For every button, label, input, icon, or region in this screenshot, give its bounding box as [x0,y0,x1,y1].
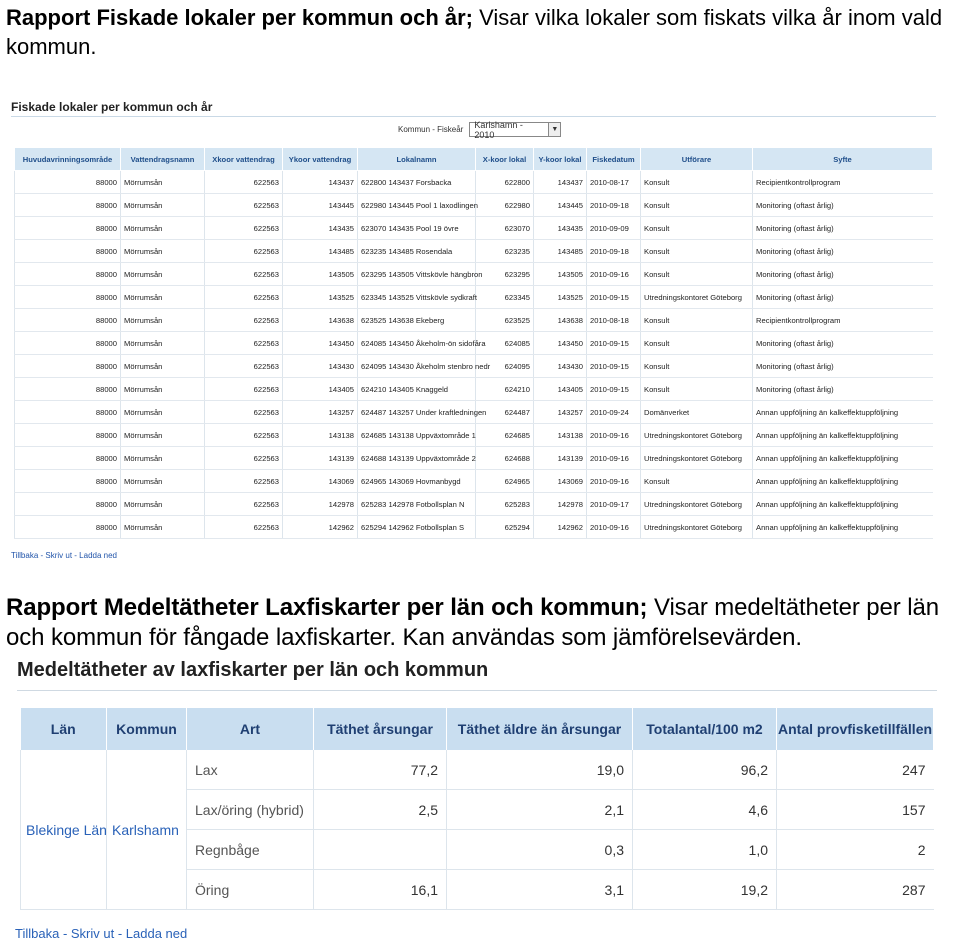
table-cell: Annan uppföljning än kalkeffektuppföljning [753,470,933,493]
table-cell: 2010-09-09 [587,217,641,240]
value-cell [314,830,447,870]
table-cell: Recipientkontrollprogram [753,309,933,332]
table-cell: 623525 [476,309,534,332]
table-cell: 622800 143437 Forsbacka [358,171,476,194]
column-header[interactable]: Syfte [753,148,933,171]
table-cell: Konsult [641,309,753,332]
table-cell: 2010-08-17 [587,171,641,194]
table-row [15,378,933,401]
table-cell: 2010-09-16 [587,470,641,493]
table-row [21,750,934,790]
table-cell: 622563 [205,263,283,286]
table-cell: Mörrumsån [121,401,205,424]
table-cell: Mörrumsån [121,447,205,470]
table-cell: 624965 143069 Hovmanbygd [358,470,476,493]
table-cell: 143437 [283,171,358,194]
table-cell: 143445 [283,194,358,217]
table-row [15,171,933,194]
table-cell: 622563 [205,424,283,447]
table-cell: Annan uppföljning än kalkeffektuppföljning [753,401,933,424]
column-header[interactable]: Huvudavrinningsområde [15,148,121,171]
table-cell: 143138 [283,424,358,447]
table-cell: Mörrumsån [121,332,205,355]
table-cell: 88000 [15,309,121,332]
table-cell: 624688 [476,447,534,470]
table-cell: 88000 [15,401,121,424]
value-cell: 247 [777,750,934,790]
table-cell: 88000 [15,493,121,516]
table-cell: 88000 [15,470,121,493]
table-cell: Utredningskontoret Göteborg [641,424,753,447]
link-skriv-ut[interactable]: Skriv ut [45,551,73,560]
table-cell: Mörrumsån [121,194,205,217]
table-cell: 622563 [205,332,283,355]
table-cell: 143430 [283,355,358,378]
table-row [15,493,933,516]
report1-table [14,147,933,539]
link-tillbaka[interactable]: Tillbaka [15,926,60,941]
table-cell: 143405 [534,378,587,401]
filter-label: Kommun - Fiskeår [398,125,464,134]
link-tillbaka[interactable]: Tillbaka [11,551,39,560]
link-ladda-ned[interactable]: Ladda ned [79,551,117,560]
table-cell: Konsult [641,332,753,355]
value-cell: 19,0 [447,750,633,790]
value-cell: 77,2 [314,750,447,790]
report2-table [20,708,934,910]
table-row [15,401,933,424]
column-header[interactable]: Art [187,708,314,750]
table-cell: 622563 [205,217,283,240]
table-row [15,470,933,493]
report1-description-title: Rapport Fiskade lokaler per kommun och år; [6,5,474,30]
column-header[interactable]: Lokalnamn [358,148,476,171]
table-cell: 88000 [15,194,121,217]
table-row [15,240,933,263]
value-cell: 2 [777,830,934,870]
column-header[interactable]: Kommun [107,708,187,750]
table-row [15,355,933,378]
table-row [15,194,933,217]
table-cell: 624487 143257 Under kraftledningen [358,401,476,424]
table-cell: 88000 [15,424,121,447]
table-cell: 622563 [205,470,283,493]
table-cell: Utredningskontoret Göteborg [641,516,753,539]
table-cell: 622563 [205,309,283,332]
table-cell: Konsult [641,240,753,263]
table-cell: 623295 [476,263,534,286]
table-cell: Monitoring (oftast årlig) [753,378,933,401]
table-cell: Monitoring (oftast årlig) [753,355,933,378]
table-cell: 623235 143485 Rosendala [358,240,476,263]
table-cell: 143139 [283,447,358,470]
table-cell: Mörrumsån [121,309,205,332]
table-cell: 88000 [15,286,121,309]
value-cell: 3,1 [447,870,633,910]
value-cell: 2,5 [314,790,447,830]
table-cell: Mörrumsån [121,171,205,194]
kommun-year-select-value: Karlshamn - 2010 [474,119,523,140]
table-cell: Monitoring (oftast årlig) [753,194,933,217]
column-header[interactable]: Ykoor vattendrag [283,148,358,171]
table-cell: Recipientkontrollprogram [753,171,933,194]
column-header[interactable]: Vattendragsnamn [121,148,205,171]
table-cell: 2010-09-15 [587,378,641,401]
table-cell: 624095 [476,355,534,378]
table-cell: 624487 [476,401,534,424]
report1-links [11,551,117,560]
table-cell: Utredningskontoret Göteborg [641,447,753,470]
table-cell: 142978 [283,493,358,516]
table-cell: 623525 143638 Ekeberg [358,309,476,332]
table-row [15,217,933,240]
table-cell: Konsult [641,171,753,194]
table-cell: Annan uppföljning än kalkeffektuppföljning [753,447,933,470]
table-cell: Annan uppföljning än kalkeffektuppföljning [753,424,933,447]
table-cell: 143638 [534,309,587,332]
table-cell: Domänverket [641,401,753,424]
table-cell: 622980 143445 Pool 1 laxodlingen [358,194,476,217]
table-cell: 88000 [15,171,121,194]
table-cell: 622563 [205,355,283,378]
table-cell: 143257 [283,401,358,424]
table-cell: 88000 [15,447,121,470]
table-cell: 88000 [15,516,121,539]
link-skriv-ut[interactable]: Skriv ut [70,926,115,941]
table-cell: 143485 [283,240,358,263]
report2-divider [17,690,937,691]
table-cell: Monitoring (oftast årlig) [753,332,933,355]
report2-description [6,593,960,653]
column-header[interactable]: Y-koor lokal [534,148,587,171]
table-cell: 625294 [476,516,534,539]
table-cell: 624085 [476,332,534,355]
table-cell: 625283 [476,493,534,516]
table-cell: Mörrumsån [121,355,205,378]
table-cell: 143450 [534,332,587,355]
report2-links [15,926,187,941]
table-cell: Utredningskontoret Göteborg [641,286,753,309]
table-cell: 622563 [205,378,283,401]
lan-cell: Blekinge Län [21,750,107,910]
table-cell: 2010-09-16 [587,516,641,539]
column-header[interactable]: Xkoor vattendrag [205,148,283,171]
table-cell: Konsult [641,470,753,493]
table-cell: Mörrumsån [121,240,205,263]
table-cell: 143435 [283,217,358,240]
table-cell: 623235 [476,240,534,263]
column-header[interactable]: Totalantal/100 m2 [633,708,777,750]
column-header[interactable]: X-koor lokal [476,148,534,171]
table-cell: 88000 [15,240,121,263]
table-cell: 143445 [534,194,587,217]
report1-divider [11,116,936,117]
value-cell: 0,3 [447,830,633,870]
table-cell: 622980 [476,194,534,217]
table-cell: 143505 [534,263,587,286]
table-cell: 2010-09-17 [587,493,641,516]
table-row [15,516,933,539]
species-cell: Öring [187,870,314,910]
table-cell: Monitoring (oftast årlig) [753,240,933,263]
table-cell: 625294 142962 Fotbollsplan S [358,516,476,539]
table-cell: 622800 [476,171,534,194]
report1-filter [398,119,561,140]
report2-description-title: Rapport Medeltätheter Laxfiskarter per län och kommun; [6,594,648,621]
table-row [15,263,933,286]
table-cell: 623070 143435 Pool 19 övre [358,217,476,240]
column-header[interactable]: Täthet äldre än årsungar [447,708,633,750]
table-cell: 2010-09-15 [587,355,641,378]
table-cell: Mörrumsån [121,378,205,401]
table-cell: 143405 [283,378,358,401]
table-row [15,286,933,309]
link-separator: - [114,926,126,941]
table-cell: Mörrumsån [121,516,205,539]
table-cell: 143505 [283,263,358,286]
table-cell: 143069 [534,470,587,493]
table-cell: Monitoring (oftast årlig) [753,286,933,309]
table-cell: Monitoring (oftast årlig) [753,263,933,286]
table-cell: 624965 [476,470,534,493]
table-cell: 622563 [205,194,283,217]
table-cell: Konsult [641,378,753,401]
chevron-down-icon[interactable]: ▼ [548,123,560,136]
table-cell: 88000 [15,355,121,378]
table-cell: 88000 [15,217,121,240]
table-cell: 143430 [534,355,587,378]
table-cell: 143437 [534,171,587,194]
link-separator: - [59,926,71,941]
table-cell: 2010-09-18 [587,240,641,263]
link-separator: - [72,551,80,560]
value-cell: 96,2 [633,750,777,790]
table-cell: 142962 [283,516,358,539]
value-cell: 16,1 [314,870,447,910]
table-cell: 143638 [283,309,358,332]
table-cell: 625283 142978 Fotbollsplan N [358,493,476,516]
table-cell: Annan uppföljning än kalkeffektuppföljning [753,493,933,516]
table-cell: Konsult [641,194,753,217]
table-cell: 143485 [534,240,587,263]
table-row [15,424,933,447]
table-cell: 2010-09-24 [587,401,641,424]
value-cell: 287 [777,870,934,910]
table-cell: Mörrumsån [121,286,205,309]
column-header[interactable]: Utförare [641,148,753,171]
table-cell: 624685 143138 Uppväxtområde 1 [358,424,476,447]
table-cell: 143525 [534,286,587,309]
table-cell: 143257 [534,401,587,424]
table-cell: 622563 [205,401,283,424]
column-header[interactable]: Fiskedatum [587,148,641,171]
table-cell: 142978 [534,493,587,516]
value-cell: 4,6 [633,790,777,830]
table-cell: 143435 [534,217,587,240]
link-ladda-ned[interactable]: Ladda ned [125,926,188,941]
column-header[interactable]: Län [21,708,107,750]
species-cell: Regnbåge [187,830,314,870]
table-cell: 624085 143450 Åkeholm-ön sidofåra [358,332,476,355]
table-cell: Mörrumsån [121,470,205,493]
table-cell: 623295 143505 Vittskövle hängbron [358,263,476,286]
table-cell: 622563 [205,447,283,470]
table-cell: Konsult [641,217,753,240]
table-cell: 622563 [205,171,283,194]
table-cell: 622563 [205,240,283,263]
table-cell: 622563 [205,286,283,309]
table-row [15,332,933,355]
table-cell: 622563 [205,516,283,539]
table-cell: Utredningskontoret Göteborg [641,493,753,516]
table-cell: 624688 143139 Uppväxtområde 2 [358,447,476,470]
table-cell: Konsult [641,355,753,378]
table-cell: 143069 [283,470,358,493]
table-cell: 2010-09-16 [587,447,641,470]
table-cell: 88000 [15,332,121,355]
value-cell: 1,0 [633,830,777,870]
report2-description-text: Visar medeltätheter per län och kommun för fångade laxfiskarter. Kan användas som jämförelsevärden. [6,594,939,651]
table-cell: 143525 [283,286,358,309]
value-cell: 157 [777,790,934,830]
value-cell: 19,2 [633,870,777,910]
table-cell: 623345 [476,286,534,309]
table-row [15,447,933,470]
column-header[interactable]: Antal provfisketillfällen [777,708,934,750]
table-cell: 623345 143525 Vittskövle sydkraft [358,286,476,309]
table-cell: 2010-08-18 [587,309,641,332]
table-cell: 624685 [476,424,534,447]
table-cell: Mörrumsån [121,424,205,447]
kommun-cell: Karlshamn [107,750,187,910]
species-cell: Lax [187,750,314,790]
table-cell: 143139 [534,447,587,470]
table-cell: Mörrumsån [121,263,205,286]
table-cell: Monitoring (oftast årlig) [753,217,933,240]
table-cell: 2010-09-16 [587,424,641,447]
report1-description [6,3,956,61]
table-cell: 2010-09-15 [587,286,641,309]
table-cell: 624210 143405 Knaggeld [358,378,476,401]
table-cell: 624095 143430 Åkeholm stenbro nedr [358,355,476,378]
kommun-year-select[interactable] [469,119,561,140]
link-separator: - [38,551,46,560]
column-header[interactable]: Täthet årsungar [314,708,447,750]
report2-title: Medeltätheter av laxfiskarter per län och kommun [17,659,489,681]
table-cell: 88000 [15,378,121,401]
table-cell: 2010-09-15 [587,332,641,355]
table-cell: 622563 [205,493,283,516]
table-cell: 624210 [476,378,534,401]
table-cell: Konsult [641,263,753,286]
table-cell: Annan uppföljning än kalkeffektuppföljning [753,516,933,539]
table-row [15,309,933,332]
table-cell: Mörrumsån [121,217,205,240]
value-cell: 2,1 [447,790,633,830]
report1-description-text: Visar vilka lokaler som fiskats vilka år inom vald kommun. [6,5,943,59]
table-cell: Mörrumsån [121,493,205,516]
table-cell: 142962 [534,516,587,539]
report1-title: Fiskade lokaler per kommun och år [11,100,213,114]
table-cell: 2010-09-16 [587,263,641,286]
table-cell: 2010-09-18 [587,194,641,217]
species-cell: Lax/öring (hybrid) [187,790,314,830]
table-cell: 143138 [534,424,587,447]
table-cell: 88000 [15,263,121,286]
table-cell: 623070 [476,217,534,240]
table-cell: 143450 [283,332,358,355]
